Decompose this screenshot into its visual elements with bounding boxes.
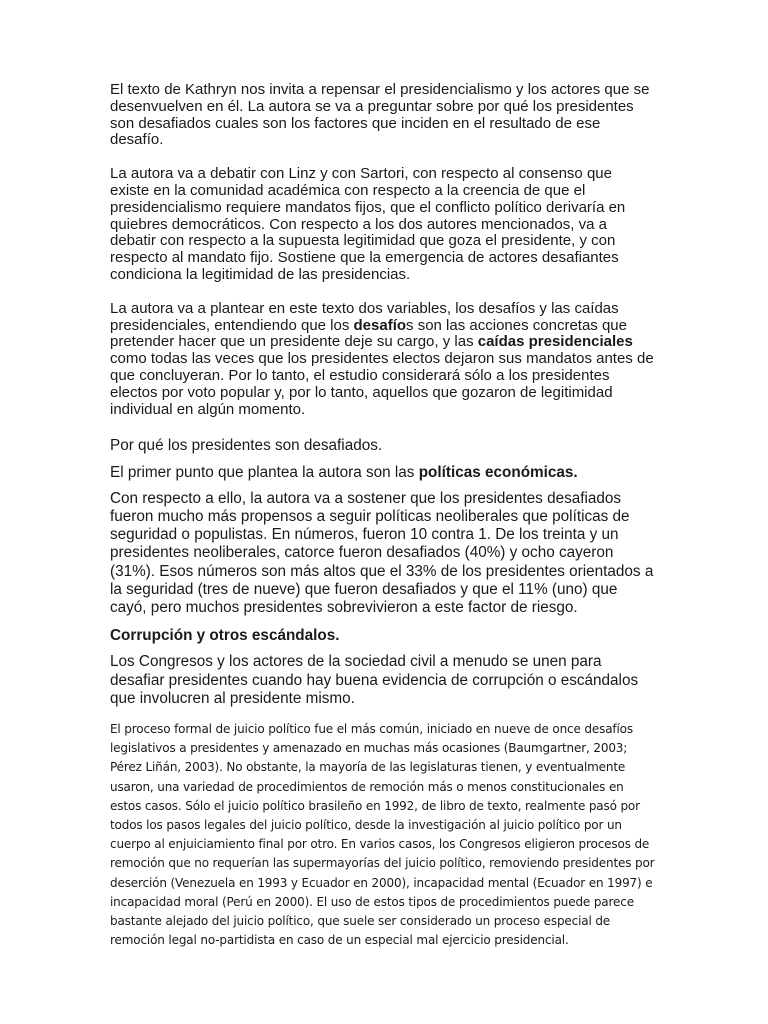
paragraph-variables-text-2: s son las acciones concretas que pretender hacer que un presidente deje su cargo, y las bbox=[110, 316, 627, 351]
paragraph-impeachment: El proceso formal de juicio político fue el más común, iniciado en nueve de once desafíos legislativos a presidentes y amenazado en muchas más ocasiones (Baumgartner, 2003; Pérez Liñán, 2003). No obstante, la mayoría de las legislaturas tienen, y eventualmente usaron, una variedad de procedimientos de remoción más o menos constitucionales en estos casos. Sólo el juicio político brasileño en 1992, de libro de texto, realmente pasó por todos los pasos legales del juicio político, desde la investigación al juicio político por un cuerpo al enjuiciamiento final por otro. En varios casos, los Congresos eligieron procesos de remoción que no requerían las supermayorías del juicio político, removiendo presidentes por deserción (Venezuela en 1993 y Ecuador en 2000), incapacidad mental (Ecuador en 1997) e incapacidad moral (Perú en 2000). El uso de estos tipos de procedimientos puede parece bastante alejado del juicio político, que suele ser considerado un proceso especial de remoción legal no-partidista en caso de un especial mal ejercicio presidencial. bbox=[110, 721, 655, 948]
paragraph-linz-sartori: La autora va a debatir con Linz y con Sartori, con respecto al consenso que existe en la comunidad académica con respecto a la creencia de que el presidencialismo requiere mandatos fijos, que el conflicto político derivaría en quiebres democráticos. Con respecto a los dos autores mencionados, va a debatir con respecto a la supuesta legitimidad que goza el presidente, y con respecto al mandato fijo. Sostiene que la emergencia de actores desafiantes condiciona la legitimidad de las presidencias. bbox=[110, 165, 626, 283]
paragraph-congresses: Los Congresos y los actores de la sociedad civil a menudo se unen para desafiar presidentes cuando hay buena evidencia de corrupción o escándalos que involucren al presidente mismo. bbox=[110, 653, 639, 707]
paragraph-intro: El texto de Kathryn nos invita a repensar el presidencialismo y los actores que se desenvuelven en él. La autora se va a preguntar sobre por qué los presidentes son desafiados cuales son los factores que inciden en el resultado de ese desafío. bbox=[110, 81, 650, 149]
section-corruption-heading bbox=[110, 627, 655, 645]
document-body bbox=[110, 82, 655, 950]
paragraph-variables-text-1: La autora va a plantear en este texto dos variables, los desafíos y las caídas presidenciales, entendiendo que los bbox=[110, 299, 619, 334]
section-corruption-heading-text: Corrupción y otros escándalos. bbox=[110, 627, 340, 645]
term-caidas-presidenciales: caídas presidenciales bbox=[477, 333, 633, 351]
term-politicas-economicas: políticas económicas. bbox=[418, 463, 578, 481]
paragraph-variables-text-3: como todas las veces que los presidentes electos dejaron sus mandatos antes de que concluyeran. Por lo tanto, el estudio considerará sólo a los presidentes electos por voto popular y, por lo tanto, aquellos que gozaron de legitimidad individual en algún momento. bbox=[110, 350, 654, 418]
paragraph-variables bbox=[110, 301, 655, 419]
term-desafio: desafío bbox=[353, 316, 407, 334]
paragraph-neoliberal: Con respecto a ello, la autora va a sostener que los presidentes desafiados fueron mucho más propensos a seguir políticas neoliberales que políticas de seguridad o populistas. En números, fueron 10 contra 1. De los treinta y un presidentes neoliberales, catorce fueron desafiados (40%) y ocho cayeron (31%). Esos números son más altos que el 33% de los presidentes orientados a la seguridad (tres de nueve) que fueron desafiados y que el 11% (uno) que cayó, pero muchos presidentes sobrevivieron a este factor de riesgo. bbox=[110, 489, 654, 616]
section-question-heading: Por qué los presidentes son desafiados. bbox=[110, 437, 383, 455]
paragraph-first-point-text: El primer punto que plantea la autora son las bbox=[110, 463, 419, 481]
paragraph-first-point bbox=[110, 464, 655, 482]
